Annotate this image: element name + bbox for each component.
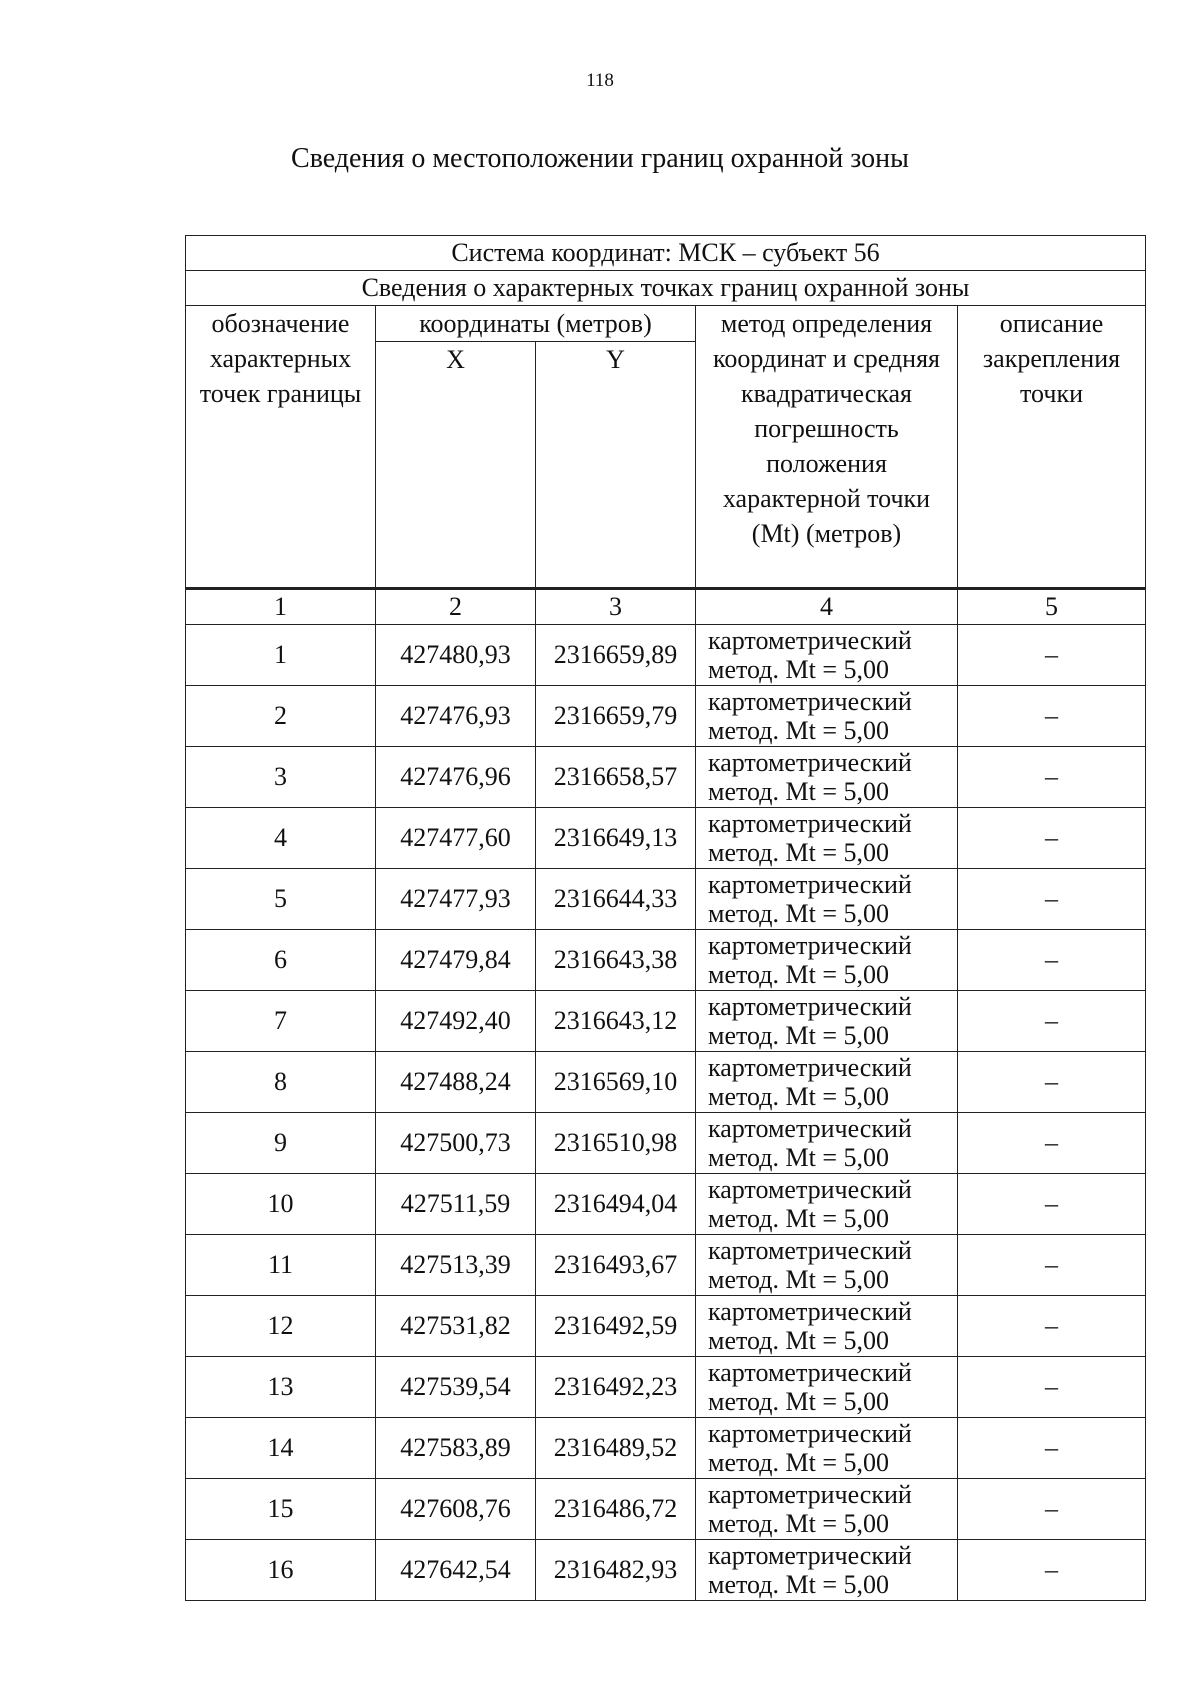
point-cell: 1 xyxy=(186,625,376,686)
method-line: метод. Mt = 5,00 xyxy=(708,1265,889,1294)
header-x: X xyxy=(376,342,536,589)
point-cell: 15 xyxy=(186,1479,376,1540)
x-coordinate-cell: 427477,60 xyxy=(376,808,536,869)
method-cell xyxy=(696,1296,958,1357)
method-line: метод. Mt = 5,00 xyxy=(708,655,889,684)
y-coordinate-cell: 2316510,98 xyxy=(536,1113,696,1174)
method-cell xyxy=(696,869,958,930)
coordinate-system-label: Система координат: МСК – субъект 56 xyxy=(186,236,1146,271)
y-coordinate-cell: 2316492,23 xyxy=(536,1357,696,1418)
description-cell: – xyxy=(958,1296,1146,1357)
column-number: 3 xyxy=(536,589,696,625)
y-coordinate-cell: 2316643,12 xyxy=(536,991,696,1052)
method-cell xyxy=(696,1357,958,1418)
point-cell: 16 xyxy=(186,1540,376,1601)
header-y: Y xyxy=(536,342,696,589)
method-line: картометрический xyxy=(708,1419,912,1448)
section-label: Сведения о характерных точках границ охранной зоны xyxy=(186,271,1146,306)
table-row xyxy=(186,1479,1146,1540)
method-cell xyxy=(696,930,958,991)
x-coordinate-cell: 427479,84 xyxy=(376,930,536,991)
page-number: 118 xyxy=(586,70,614,91)
description-cell: – xyxy=(958,808,1146,869)
method-cell xyxy=(696,1540,958,1601)
x-coordinate-cell: 427539,54 xyxy=(376,1357,536,1418)
x-coordinate-cell: 427531,82 xyxy=(376,1296,536,1357)
method-line: метод. Mt = 5,00 xyxy=(708,777,889,806)
y-coordinate-cell: 2316659,89 xyxy=(536,625,696,686)
column-number: 1 xyxy=(186,589,376,625)
method-line: метод. Mt = 5,00 xyxy=(708,1448,889,1477)
method-cell xyxy=(696,991,958,1052)
point-cell: 4 xyxy=(186,808,376,869)
table-row xyxy=(186,1357,1146,1418)
method-line: картометрический xyxy=(708,1480,912,1509)
method-line: картометрический xyxy=(708,1297,912,1326)
table-row xyxy=(186,808,1146,869)
point-cell: 13 xyxy=(186,1357,376,1418)
description-cell: – xyxy=(958,991,1146,1052)
table-row xyxy=(186,930,1146,991)
method-line: метод. Mt = 5,00 xyxy=(708,1387,889,1416)
point-cell: 10 xyxy=(186,1174,376,1235)
method-line: картометрический xyxy=(708,992,912,1021)
table-row xyxy=(186,686,1146,747)
y-coordinate-cell: 2316658,57 xyxy=(536,747,696,808)
column-number: 5 xyxy=(958,589,1146,625)
method-line: метод. Mt = 5,00 xyxy=(708,1326,889,1355)
x-coordinate-cell: 427488,24 xyxy=(376,1052,536,1113)
method-cell xyxy=(696,625,958,686)
table-row xyxy=(186,1540,1146,1601)
x-coordinate-cell: 427500,73 xyxy=(376,1113,536,1174)
method-line: картометрический xyxy=(708,870,912,899)
method-line: картометрический xyxy=(708,1053,912,1082)
method-line: картометрический xyxy=(708,1236,912,1265)
x-coordinate-cell: 427642,54 xyxy=(376,1540,536,1601)
description-cell: – xyxy=(958,1357,1146,1418)
method-line: метод. Mt = 5,00 xyxy=(708,1082,889,1111)
x-coordinate-cell: 427511,59 xyxy=(376,1174,536,1235)
table-row xyxy=(186,1235,1146,1296)
column-header-row xyxy=(186,306,1146,342)
x-coordinate-cell: 427513,39 xyxy=(376,1235,536,1296)
method-line: картометрический xyxy=(708,626,912,655)
table-row xyxy=(186,869,1146,930)
column-number: 2 xyxy=(376,589,536,625)
method-line: картометрический xyxy=(708,687,912,716)
x-coordinate-cell: 427477,93 xyxy=(376,869,536,930)
coordinates-table xyxy=(185,235,1146,1601)
y-coordinate-cell: 2316493,67 xyxy=(536,1235,696,1296)
y-coordinate-cell: 2316569,10 xyxy=(536,1052,696,1113)
y-coordinate-cell: 2316482,93 xyxy=(536,1540,696,1601)
x-coordinate-cell: 427608,76 xyxy=(376,1479,536,1540)
description-cell: – xyxy=(958,1052,1146,1113)
x-coordinate-cell: 427476,96 xyxy=(376,747,536,808)
description-cell: – xyxy=(958,747,1146,808)
point-cell: 5 xyxy=(186,869,376,930)
table-row xyxy=(186,1052,1146,1113)
description-cell: – xyxy=(958,1418,1146,1479)
description-cell: – xyxy=(958,1479,1146,1540)
description-cell: – xyxy=(958,686,1146,747)
header-point-designation: обозначение характерных точек границы xyxy=(186,306,376,589)
method-cell xyxy=(696,1113,958,1174)
description-cell: – xyxy=(958,869,1146,930)
description-cell: – xyxy=(958,1235,1146,1296)
y-coordinate-cell: 2316649,13 xyxy=(536,808,696,869)
y-coordinate-cell: 2316492,59 xyxy=(536,1296,696,1357)
method-line: метод. Mt = 5,00 xyxy=(708,899,889,928)
point-cell: 7 xyxy=(186,991,376,1052)
table-row xyxy=(186,747,1146,808)
description-cell: – xyxy=(958,930,1146,991)
method-line: картометрический xyxy=(708,1358,912,1387)
table-row xyxy=(186,991,1146,1052)
method-line: метод. Mt = 5,00 xyxy=(708,1021,889,1050)
point-cell: 3 xyxy=(186,747,376,808)
x-coordinate-cell: 427492,40 xyxy=(376,991,536,1052)
method-line: метод. Mt = 5,00 xyxy=(708,1570,889,1599)
y-coordinate-cell: 2316489,52 xyxy=(536,1418,696,1479)
y-coordinate-cell: 2316486,72 xyxy=(536,1479,696,1540)
document-title: Сведения о местоположении границ охранной зоны xyxy=(291,143,909,174)
coordinate-system-row xyxy=(186,236,1146,271)
method-line: метод. Mt = 5,00 xyxy=(708,1143,889,1172)
column-number-row xyxy=(186,589,1146,625)
method-cell xyxy=(696,1479,958,1540)
method-line: метод. Mt = 5,00 xyxy=(708,960,889,989)
point-cell: 9 xyxy=(186,1113,376,1174)
description-cell: – xyxy=(958,1174,1146,1235)
table-row xyxy=(186,1174,1146,1235)
method-line: картометрический xyxy=(708,931,912,960)
method-line: картометрический xyxy=(708,1114,912,1143)
y-coordinate-cell: 2316643,38 xyxy=(536,930,696,991)
method-line: метод. Mt = 5,00 xyxy=(708,838,889,867)
method-line: картометрический xyxy=(708,1541,912,1570)
header-coordinates: координаты (метров) xyxy=(376,306,696,342)
method-line: картометрический xyxy=(708,748,912,777)
method-line: метод. Mt = 5,00 xyxy=(708,1509,889,1538)
description-cell: – xyxy=(958,625,1146,686)
table-row xyxy=(186,625,1146,686)
header-method: метод определения координат и средняя квадратическая погрешность положения характерной точки (Mt) (метров) xyxy=(696,306,958,589)
point-cell: 12 xyxy=(186,1296,376,1357)
method-cell xyxy=(696,1418,958,1479)
description-cell: – xyxy=(958,1540,1146,1601)
y-coordinate-cell: 2316494,04 xyxy=(536,1174,696,1235)
description-cell: – xyxy=(958,1113,1146,1174)
x-coordinate-cell: 427480,93 xyxy=(376,625,536,686)
method-cell xyxy=(696,1174,958,1235)
method-cell xyxy=(696,1052,958,1113)
method-line: метод. Mt = 5,00 xyxy=(708,1204,889,1233)
method-cell xyxy=(696,1235,958,1296)
point-cell: 2 xyxy=(186,686,376,747)
table-row xyxy=(186,1113,1146,1174)
column-number: 4 xyxy=(696,589,958,625)
method-cell xyxy=(696,808,958,869)
header-description: описание закрепления точки xyxy=(958,306,1146,589)
table-row xyxy=(186,1418,1146,1479)
x-coordinate-cell: 427583,89 xyxy=(376,1418,536,1479)
point-cell: 11 xyxy=(186,1235,376,1296)
y-coordinate-cell: 2316659,79 xyxy=(536,686,696,747)
point-cell: 8 xyxy=(186,1052,376,1113)
method-line: картометрический xyxy=(708,809,912,838)
x-coordinate-cell: 427476,93 xyxy=(376,686,536,747)
method-line: метод. Mt = 5,00 xyxy=(708,716,889,745)
point-cell: 6 xyxy=(186,930,376,991)
table-row xyxy=(186,1296,1146,1357)
method-cell xyxy=(696,686,958,747)
method-line: картометрический xyxy=(708,1175,912,1204)
y-coordinate-cell: 2316644,33 xyxy=(536,869,696,930)
method-cell xyxy=(696,747,958,808)
section-row xyxy=(186,271,1146,306)
point-cell: 14 xyxy=(186,1418,376,1479)
